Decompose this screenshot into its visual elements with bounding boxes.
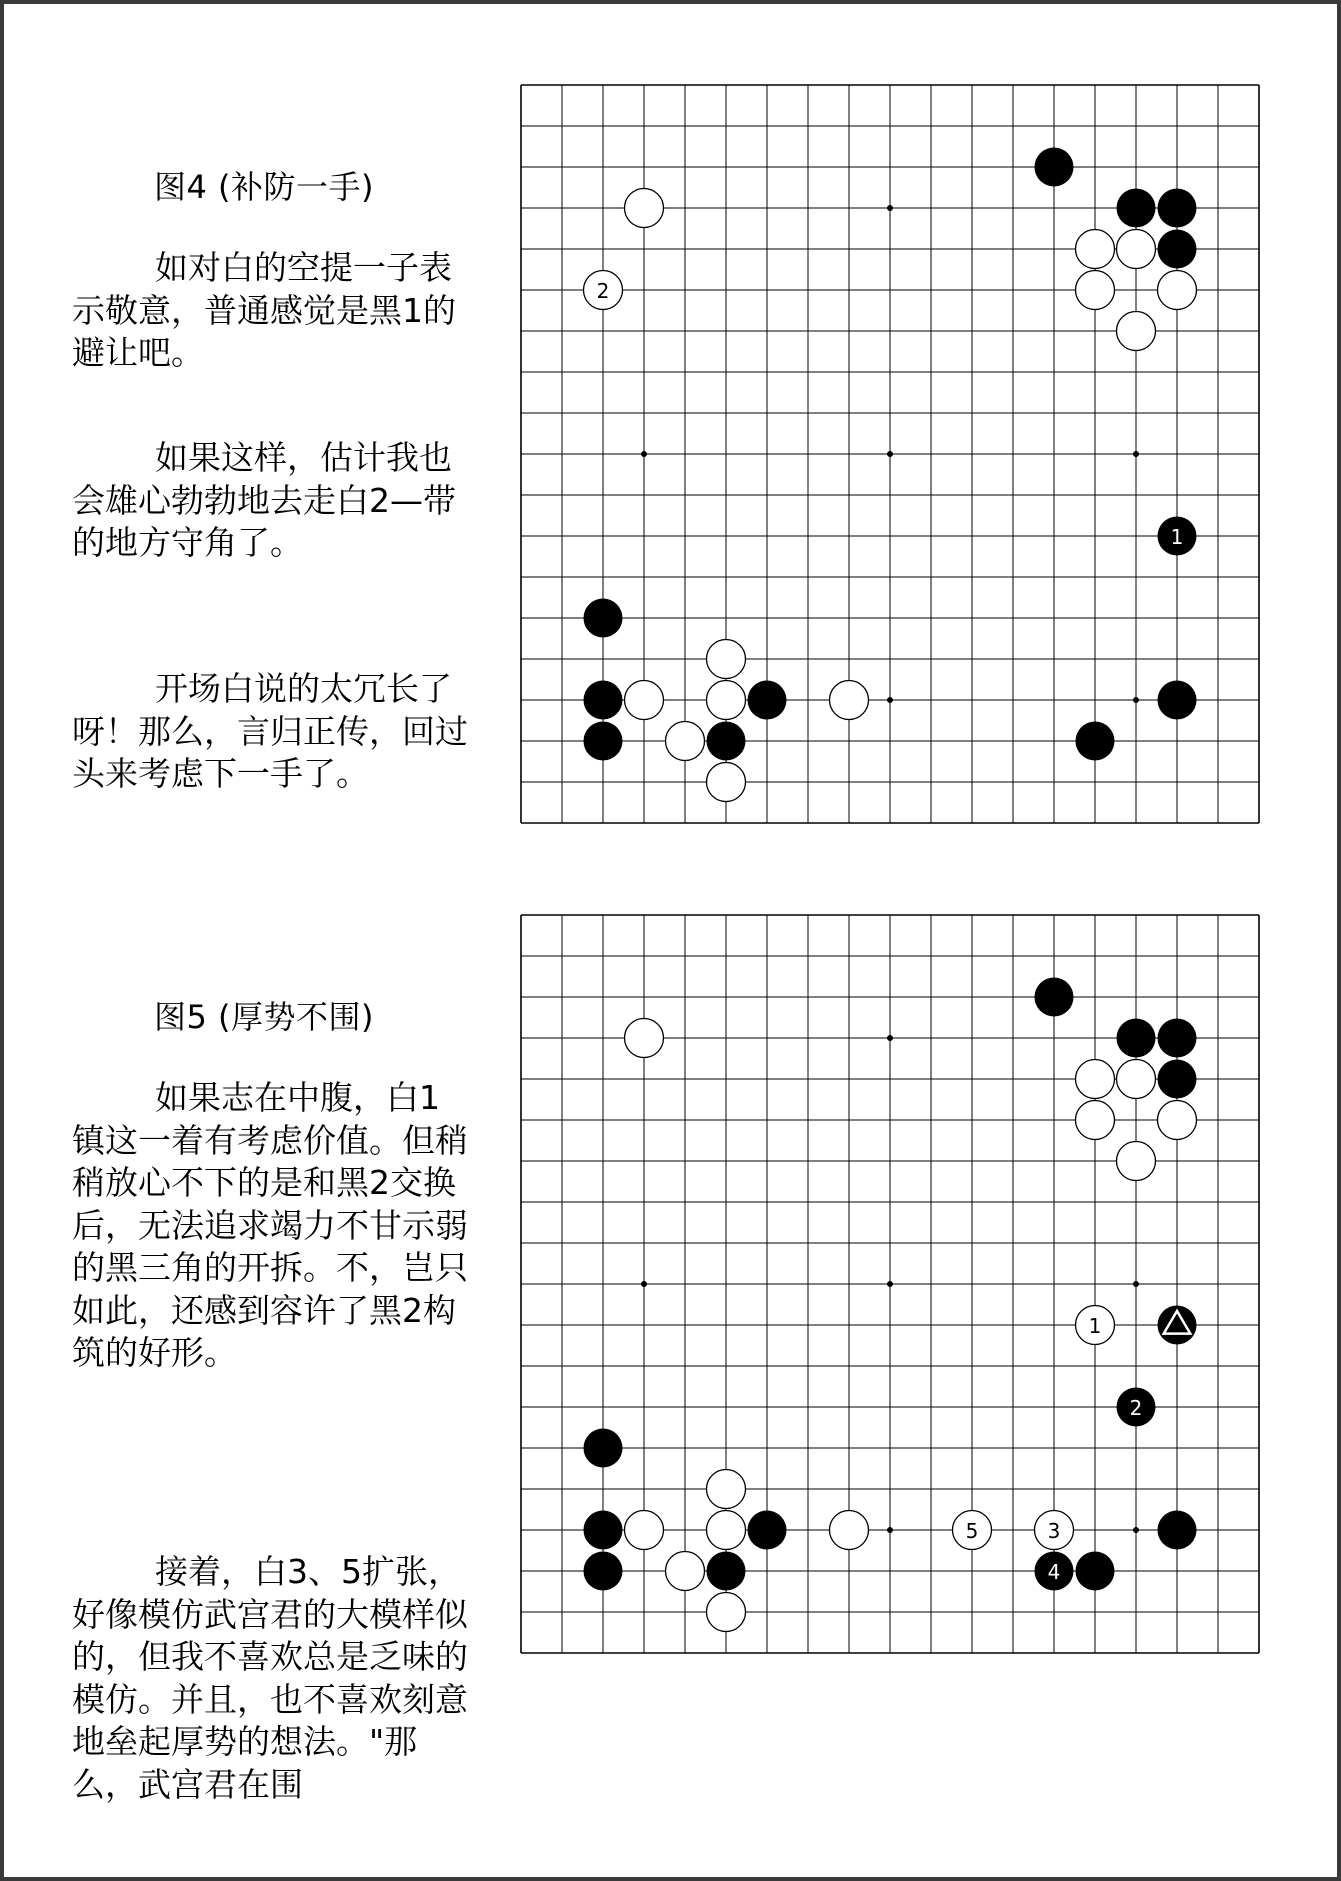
stone-circle: [1117, 1060, 1156, 1099]
white-stone: [1076, 230, 1115, 269]
black-stone: [1076, 722, 1115, 761]
stone-circle: [1035, 978, 1074, 1017]
figure-4-paragraph-1: [72, 247, 470, 375]
white-stone: [707, 640, 746, 679]
stone-circle: [707, 1552, 746, 1591]
star-point: [1133, 1281, 1139, 1287]
move-number-label: 2: [1129, 1396, 1143, 1420]
black-stone: [1158, 1306, 1197, 1345]
black-stone: [748, 681, 787, 720]
black-stone: [1158, 1511, 1197, 1550]
black-stone: [1035, 1552, 1074, 1591]
white-stone: [625, 1019, 664, 1058]
stone-circle: [584, 1552, 623, 1591]
stone-circle: [1117, 230, 1156, 269]
stone-circle: [707, 1470, 746, 1509]
white-stone: [830, 681, 869, 720]
figure-5-paragraph-2: [72, 1551, 470, 1806]
stone-circle: [625, 1511, 664, 1550]
stone-circle: [707, 1593, 746, 1632]
white-stone: [1117, 1060, 1156, 1099]
white-stone: [707, 681, 746, 720]
stone-circle: [584, 1511, 623, 1550]
stone-circle: [1117, 189, 1156, 228]
move-number-label: 1: [1088, 1314, 1102, 1338]
paragraph-text: 接着，白3、5扩张，好像模仿武宫君的大模样似的，但我不喜欢总是乏味的模仿。并且，也不喜欢刻意地垒起厚势的想法。"那么，武宫君在围: [72, 1552, 468, 1804]
stone-circle: [666, 722, 705, 761]
white-stone: [1076, 1101, 1115, 1140]
black-stone: [584, 599, 623, 638]
white-stone: [1117, 1142, 1156, 1181]
go-board-svg: [520, 84, 1260, 824]
figure-4-go-board: [520, 84, 1258, 859]
black-stone: [1158, 681, 1197, 720]
black-stone: [584, 722, 623, 761]
stone-circle: [830, 1511, 869, 1550]
black-stone: [1035, 148, 1074, 187]
black-stone: [1076, 1552, 1115, 1591]
black-stone: [584, 1511, 623, 1550]
stone-circle: [1158, 681, 1197, 720]
stone-circle: [1076, 271, 1115, 310]
star-point: [887, 697, 893, 703]
stone-circle: [1158, 271, 1197, 310]
star-point: [1133, 1527, 1139, 1533]
stone-circle: [625, 1019, 664, 1058]
black-stone: [1117, 189, 1156, 228]
figure-4-paragraph-2: [72, 437, 470, 565]
star-point: [887, 205, 893, 211]
paragraph-text: 如对白的空提一子表示敬意，普通感觉是黑1的避让吧。: [72, 248, 456, 372]
stone-circle: [748, 1511, 787, 1550]
white-stone: [1076, 1060, 1115, 1099]
stone-circle: [666, 1552, 705, 1591]
go-board-svg: [520, 914, 1260, 1654]
white-stone: [584, 271, 623, 310]
stone-circle: [1035, 148, 1074, 187]
stone-circle: [584, 681, 623, 720]
black-stone: [584, 1429, 623, 1468]
black-stone: [1035, 978, 1074, 1017]
stone-circle: [707, 722, 746, 761]
stone-circle: [1117, 1019, 1156, 1058]
stone-circle: [1076, 722, 1115, 761]
figure-4-title: 图4 (补防一手): [154, 168, 375, 206]
stone-circle: [1158, 1019, 1197, 1058]
stone-circle: [1158, 1060, 1197, 1099]
stone-circle: [707, 763, 746, 802]
figure-5-go-board: [520, 914, 1258, 1689]
move-number-label: 5: [965, 1519, 979, 1543]
star-point: [887, 1527, 893, 1533]
white-stone: [666, 1552, 705, 1591]
black-stone: [1158, 189, 1197, 228]
white-stone: [830, 1511, 869, 1550]
white-stone: [625, 189, 664, 228]
stone-circle: [707, 640, 746, 679]
stone-circle: [1076, 1060, 1115, 1099]
stone-circle: [707, 681, 746, 720]
paragraph-text: 如果这样，估计我也会雄心勃勃地去走白2—带的地方守角了。: [72, 438, 456, 562]
star-point: [641, 1281, 647, 1287]
white-stone: [1076, 271, 1115, 310]
white-stone: [953, 1511, 992, 1550]
white-stone: [707, 1593, 746, 1632]
white-stone: [1158, 1101, 1197, 1140]
stone-circle: [625, 189, 664, 228]
star-point: [641, 451, 647, 457]
white-stone: [1158, 271, 1197, 310]
white-stone: [1117, 230, 1156, 269]
stone-circle: [1117, 312, 1156, 351]
stone-circle: [584, 1429, 623, 1468]
black-stone: [1158, 517, 1197, 556]
move-number-label: 1: [1170, 525, 1184, 549]
move-number-label: 3: [1047, 1519, 1061, 1543]
white-stone: [707, 763, 746, 802]
white-stone: [707, 1470, 746, 1509]
white-stone: [707, 1511, 746, 1550]
stone-circle: [1117, 1142, 1156, 1181]
black-stone: [1158, 230, 1197, 269]
black-stone: [1117, 1019, 1156, 1058]
stone-circle: [748, 681, 787, 720]
star-point: [887, 451, 893, 457]
paragraph-text: 开场白说的太冗长了呀！那么，言归正传，回过头来考虑下一手了。: [72, 669, 468, 793]
star-point: [887, 1281, 893, 1287]
move-number-label: 4: [1047, 1560, 1061, 1584]
stone-circle: [707, 1511, 746, 1550]
stone-circle: [1076, 230, 1115, 269]
figure-5-title: 图5 (厚势不围): [154, 998, 375, 1036]
black-stone: [584, 1552, 623, 1591]
stone-circle: [584, 599, 623, 638]
stone-circle: [584, 722, 623, 761]
black-stone: [707, 1552, 746, 1591]
stone-circle: [1076, 1552, 1115, 1591]
black-stone: [1158, 1019, 1197, 1058]
star-point: [1133, 697, 1139, 703]
white-stone: [1117, 312, 1156, 351]
black-stone: [1117, 1388, 1156, 1427]
black-stone: [1158, 1060, 1197, 1099]
stone-circle: [1076, 1101, 1115, 1140]
stone-circle: [1158, 1511, 1197, 1550]
stone-circle: [1158, 189, 1197, 228]
star-point: [1133, 451, 1139, 457]
white-stone: [625, 1511, 664, 1550]
white-stone: [1035, 1511, 1074, 1550]
star-point: [887, 1035, 893, 1041]
white-stone: [1076, 1306, 1115, 1345]
black-stone: [707, 722, 746, 761]
black-stone: [748, 1511, 787, 1550]
black-stone: [584, 681, 623, 720]
figure-4-paragraph-3: [72, 668, 470, 796]
figure-5-paragraph-1: [72, 1077, 470, 1375]
stone-circle: [1158, 230, 1197, 269]
paragraph-text: 如果志在中腹，白1镇这一着有考虑价值。但稍稍放心不下的是和黑2交换后，无法追求竭力不甘示弱的黑三角的开拆。不，岂只如此，还感到容许了黑2构筑的好形。: [72, 1078, 468, 1372]
stone-circle: [625, 681, 664, 720]
stone-circle: [1158, 1101, 1197, 1140]
stone-circle: [830, 681, 869, 720]
white-stone: [666, 722, 705, 761]
white-stone: [625, 681, 664, 720]
move-number-label: 2: [596, 279, 610, 303]
